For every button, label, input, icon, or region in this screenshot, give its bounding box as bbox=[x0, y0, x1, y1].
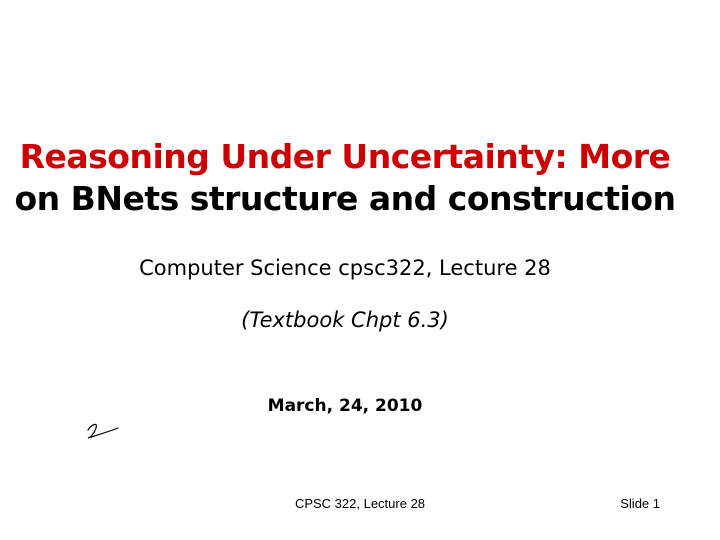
title-line-2: on BNets structure and construction bbox=[14, 179, 676, 218]
footer-lecture: CPSC 322, Lecture 28 bbox=[294, 496, 426, 511]
textbook-reference: (Textbook Chpt 6.3) bbox=[241, 308, 449, 332]
title-line-1: Reasoning Under Uncertainty: More bbox=[19, 137, 671, 176]
pen-squiggle-icon bbox=[84, 418, 124, 442]
slide-title bbox=[0, 136, 690, 220]
slide-number: Slide 1 bbox=[620, 496, 660, 511]
course-subtitle: Computer Science cpsc322, Lecture 28 bbox=[139, 256, 551, 280]
lecture-date: March, 24, 2010 bbox=[267, 396, 423, 416]
